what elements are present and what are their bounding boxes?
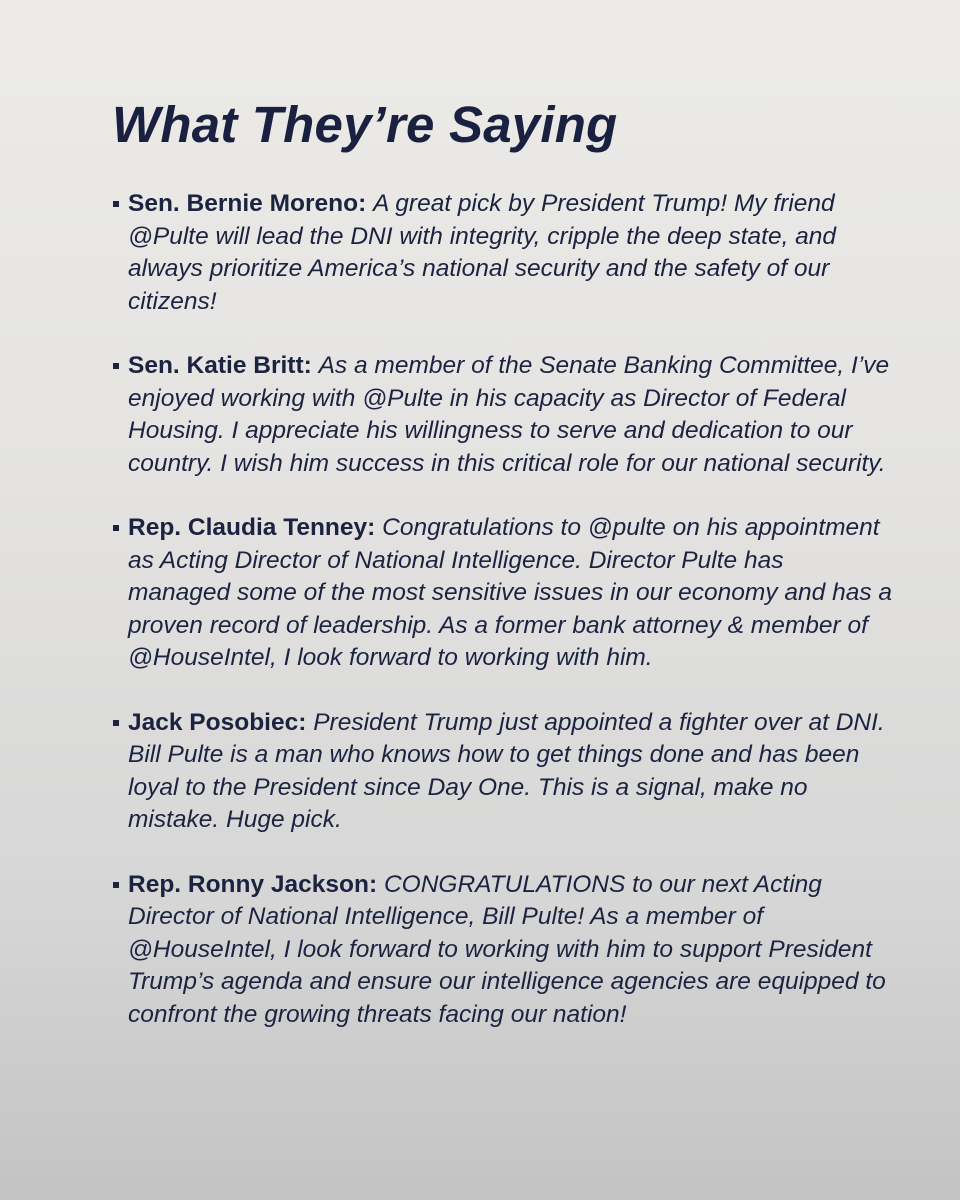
quote-item: [112, 350, 892, 480]
bullet-icon: [113, 720, 119, 726]
quote-text: CONGRATULATIONS to our next Acting Director of National Intelligence, Bill Pulte! As a member of @HouseIntel, I look forward to working with him to support President Trump’s agenda and ensure our intelligence agencies are equipped to confront the growing threats facing our nation!: [128, 870, 886, 1028]
quote-item: [112, 707, 892, 837]
quote-speaker: Sen. Katie Britt:: [128, 352, 319, 379]
quote-speaker: Rep. Claudia Tenney:: [128, 514, 383, 541]
quote-list: [112, 188, 892, 1063]
quote-speaker: Jack Posobiec:: [128, 708, 314, 736]
quote-speaker: Rep. Ronny Jackson:: [128, 870, 384, 898]
quote-text: Congratulations to @pulte on his appointment as Acting Director of National Intelligence. Director Pulte has managed some of the most sensitive issues in our economy and has a proven record of leadership. As a former bank attorney & member of @HouseIntel, I look forward to working with him.: [128, 514, 892, 671]
bullet-icon: [113, 363, 119, 369]
quote-text: As a member of the Senate Banking Committee, I’ve enjoyed working with @Pulte in his capacity as Director of Federal Housing. I appreciate his willingness to serve and dedication to our country. I wish him success in this critical role for our national security.: [128, 352, 890, 477]
quote-text: President Trump just appointed a fighter over at DNI. Bill Pulte is a man who knows how to get things done and has been loyal to the President since Day One. This is a signal, make no mistake. Huge pick.: [128, 708, 885, 833]
quote-item: [112, 188, 892, 318]
quote-text: A great pick by President Trump! My friend @Pulte will lead the DNI with integrity, cripple the deep state, and always prioritize America’s national security and the safety of our citizens!: [128, 190, 837, 315]
bullet-icon: [113, 525, 119, 531]
quote-item: [112, 512, 892, 675]
bullet-icon: [113, 201, 119, 207]
page-title: What They’re Saying: [112, 96, 618, 153]
bullet-icon: [113, 882, 119, 888]
quote-item: [112, 869, 892, 1032]
quote-speaker: Sen. Bernie Moreno:: [128, 190, 374, 217]
